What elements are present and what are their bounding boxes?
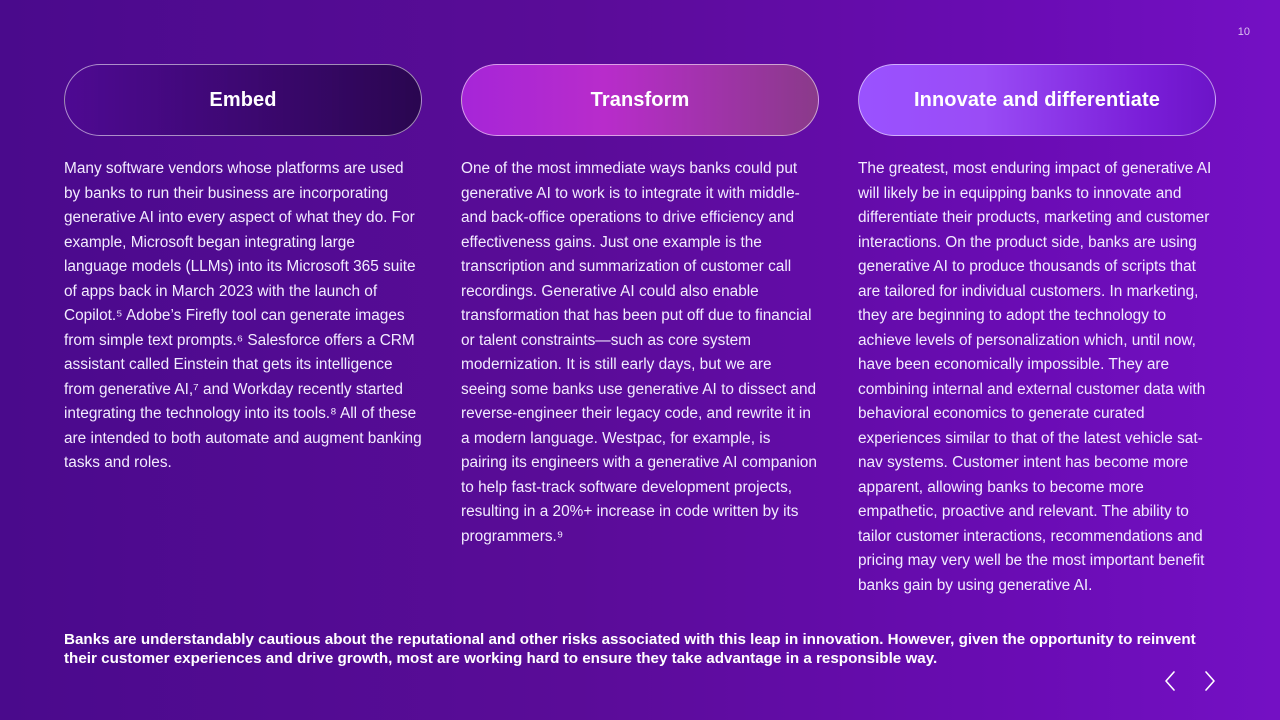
transform-body-text: One of the most immediate ways banks could put generative AI to work is to integrate it with middle- and back-office operations to drive efficiency and effectiveness gains. Just one example is the transcription and summarization of customer call recordings. Generative AI could also enable transformation that has been put off due to financial or talent constraints—such as core system modernization. It is still early days, but we are seeing some banks use generative AI to dissect and reverse-engineer their legacy code, and rewrite it in a modern language. Westpac, for example, is pairing its engineers with a generative AI companion to help fast-track software development projects, resulting in a 20%+ increase in code written by its programmers.⁹	[461, 160, 817, 545]
page-number: 10	[1237, 26, 1250, 38]
transform-heading-pill: Transform	[461, 64, 819, 136]
embed-body-text: Many software vendors whose platforms are used by banks to run their business are incorporating generative AI into every aspect of what they do. For example, Microsoft began integrating large language models (LLMs) into its Microsoft 365 suite of apps back in March 2023 with the launch of Copilot.⁵ Adobe’s Firefly tool can generate images from simple text prompts.⁶ Salesforce offers a CRM assistant called Einstein that gets its intelligence from generative AI,⁷ and Workday recently started integrating the technology into its tools.⁸ All of these are intended to both automate and augment banking tasks and roles.	[64, 160, 422, 471]
columns	[64, 64, 1216, 598]
column-embed	[64, 64, 422, 598]
innovate-heading-pill: Innovate and differentiate	[858, 64, 1216, 136]
chevron-left-icon	[1164, 670, 1176, 692]
column-innovate	[858, 64, 1216, 598]
next-page-button[interactable]	[1200, 668, 1220, 694]
previous-page-button[interactable]	[1160, 668, 1180, 694]
chevron-right-icon	[1204, 670, 1216, 692]
column-transform	[461, 64, 819, 598]
embed-heading-pill: Embed	[64, 64, 422, 136]
footer-statement: Banks are understandably cautious about the reputational and other risks associated with this leap in innovation. However, given the opportunity to reinvent their customer experiences and drive growth, most are working hard to ensure they take advantage in a responsible way.	[64, 631, 1196, 667]
innovate-body-text: The greatest, most enduring impact of generative AI will likely be in equipping banks to innovate and differentiate their products, marketing and customer interactions. On the product side, banks are using generative AI to produce thousands of scripts that are tailored for individual customers. In marketing, they are beginning to adopt the technology to achieve levels of personalization which, until now, have been economically impossible. They are combining internal and external customer data with behavioral economics to generate curated experiences similar to that of the latest vehicle sat-nav systems. Customer intent has become more apparent, allowing banks to become more empathetic, proactive and relevant. The ability to tailor customer interactions, recommendations and pricing may very well be the most important benefit banks gain by using generative AI.	[858, 160, 1212, 594]
page-navigation	[1160, 668, 1220, 694]
